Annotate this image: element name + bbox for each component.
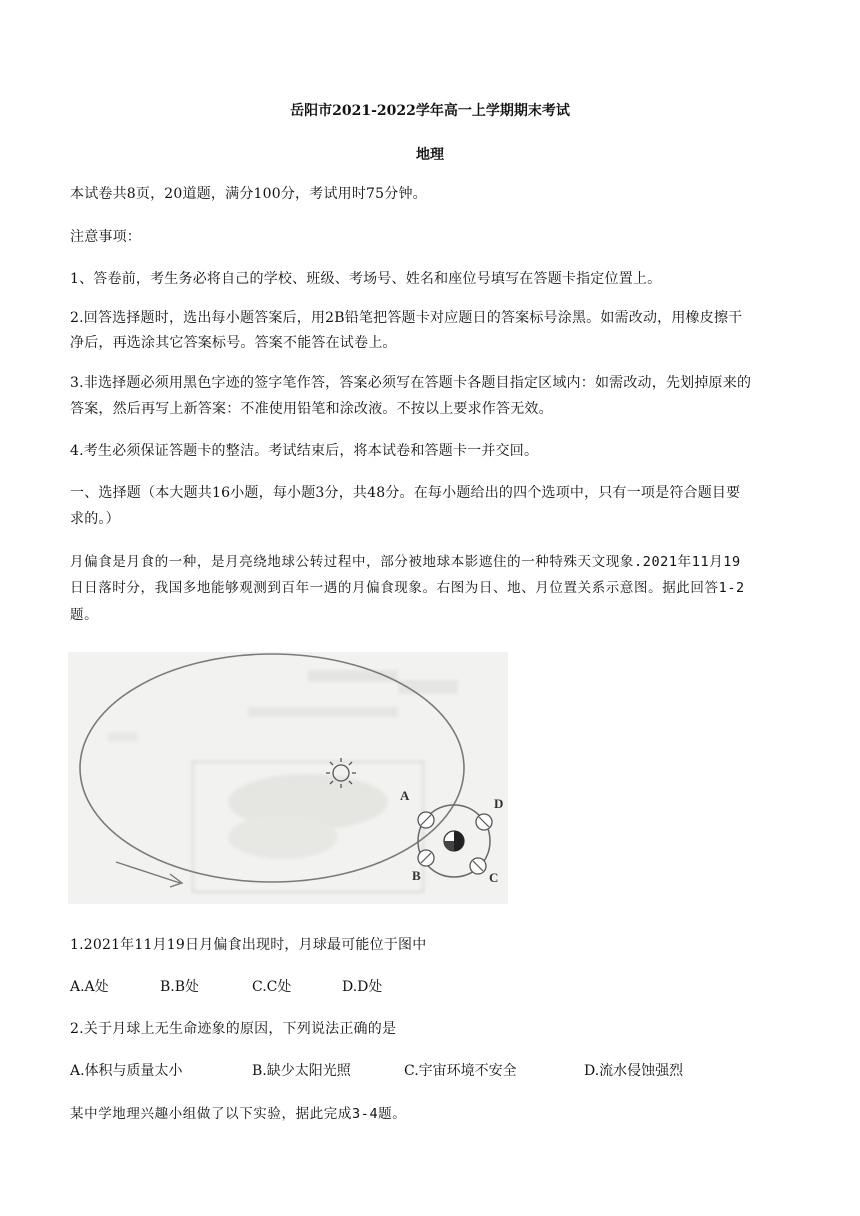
label-c: C bbox=[489, 870, 499, 885]
notice-item-2-line-2: 净后，再选涂其它答案标号。答案不能答在试卷上。 bbox=[70, 335, 397, 351]
notice-item-3-line-2: 答案，然后再写上新答案：不准使用铅笔和涂改液。不按以上要求作答无效。 bbox=[70, 401, 553, 417]
question-2-option-b: B.缺少太阳光照 bbox=[252, 1063, 351, 1079]
label-a: A bbox=[400, 788, 410, 803]
question-2-stem: 2.关于月球上无生命迹象的原因，下列说法正确的是 bbox=[70, 1021, 397, 1037]
question-1-option-d: D.D处 bbox=[342, 979, 383, 995]
exam-intro: 本试卷共8页，20道题，满分100分，考试用时75分钟。 bbox=[70, 186, 427, 202]
label-d: D bbox=[494, 796, 504, 811]
passage-2: 某中学地理兴趣小组做了以下实验，据此完成3-4题。 bbox=[70, 1106, 407, 1122]
question-2-option-c: C.宇宙环境不安全 bbox=[404, 1063, 517, 1079]
moon-icon-b bbox=[418, 850, 434, 866]
notice-heading: 注意事项： bbox=[70, 229, 141, 245]
moon-icon-a bbox=[418, 812, 434, 828]
exam-title: 岳阳市2021-2022学年高一上学期期末考试 bbox=[290, 103, 570, 119]
question-2-option-a: A.体积与质量太小 bbox=[70, 1063, 183, 1079]
passage-1-line-3: 题。 bbox=[70, 607, 99, 623]
question-2-option-d: D.流水侵蚀强烈 bbox=[584, 1063, 684, 1079]
notice-item-1: 1、答卷前，考生务必将自己的学校、班级、考场号、姓名和座位号填写在答题卡指定位置上。 bbox=[70, 271, 662, 287]
question-1-option-b: B.B处 bbox=[160, 979, 200, 995]
label-b: B bbox=[412, 868, 421, 883]
section-1-line-1: 一、选择题（本大题共16小题，每小题3分，共48分。在每小题给出的四个选项中，只有一项是符合题目要 bbox=[70, 485, 741, 501]
notice-item-3-line-1: 3.非选择题必须用黑色字迹的签字笔作答，答案必须写在答题卡各题目指定区域内：如需改动，先划掉原来的 bbox=[70, 375, 752, 391]
question-1-stem: 1.2021年11月19日月偏食出现时，月球最可能位于图中 bbox=[70, 937, 427, 953]
moon-icon-c bbox=[470, 858, 486, 874]
passage-1-line-1: 月偏食是月食的一种，是月亮绕地球公转过程中，部分被地球本影遮住的一种特殊天文现象.2021年11月19 bbox=[70, 554, 741, 570]
notice-item-4: 4.考生必须保证答题卡的整洁。考试结束后，将本试卷和答题卡一并交回。 bbox=[70, 443, 539, 459]
sun-earth-moon-diagram bbox=[68, 652, 508, 904]
section-1-line-2: 求的。） bbox=[70, 511, 120, 527]
moon-icon-d bbox=[476, 814, 492, 830]
earth-icon bbox=[444, 831, 464, 851]
passage-1-line-2: 日日落时分，我国多地能够观测到百年一遇的月偏食现象。右图为日、地、月位置关系示意图。据此回答1-2 bbox=[70, 580, 745, 596]
diagram-svg bbox=[68, 652, 508, 904]
notice-item-2-line-1: 2.回答选择题时，选出每小题答案后，用2B铅笔把答题卡对应题日的答案标号涂黑。如需改动，用橡皮擦干 bbox=[70, 310, 743, 326]
question-1-option-c: C.C处 bbox=[252, 979, 292, 995]
question-1-option-a: A.A处 bbox=[70, 979, 109, 995]
subject-title: 地理 bbox=[416, 147, 444, 163]
